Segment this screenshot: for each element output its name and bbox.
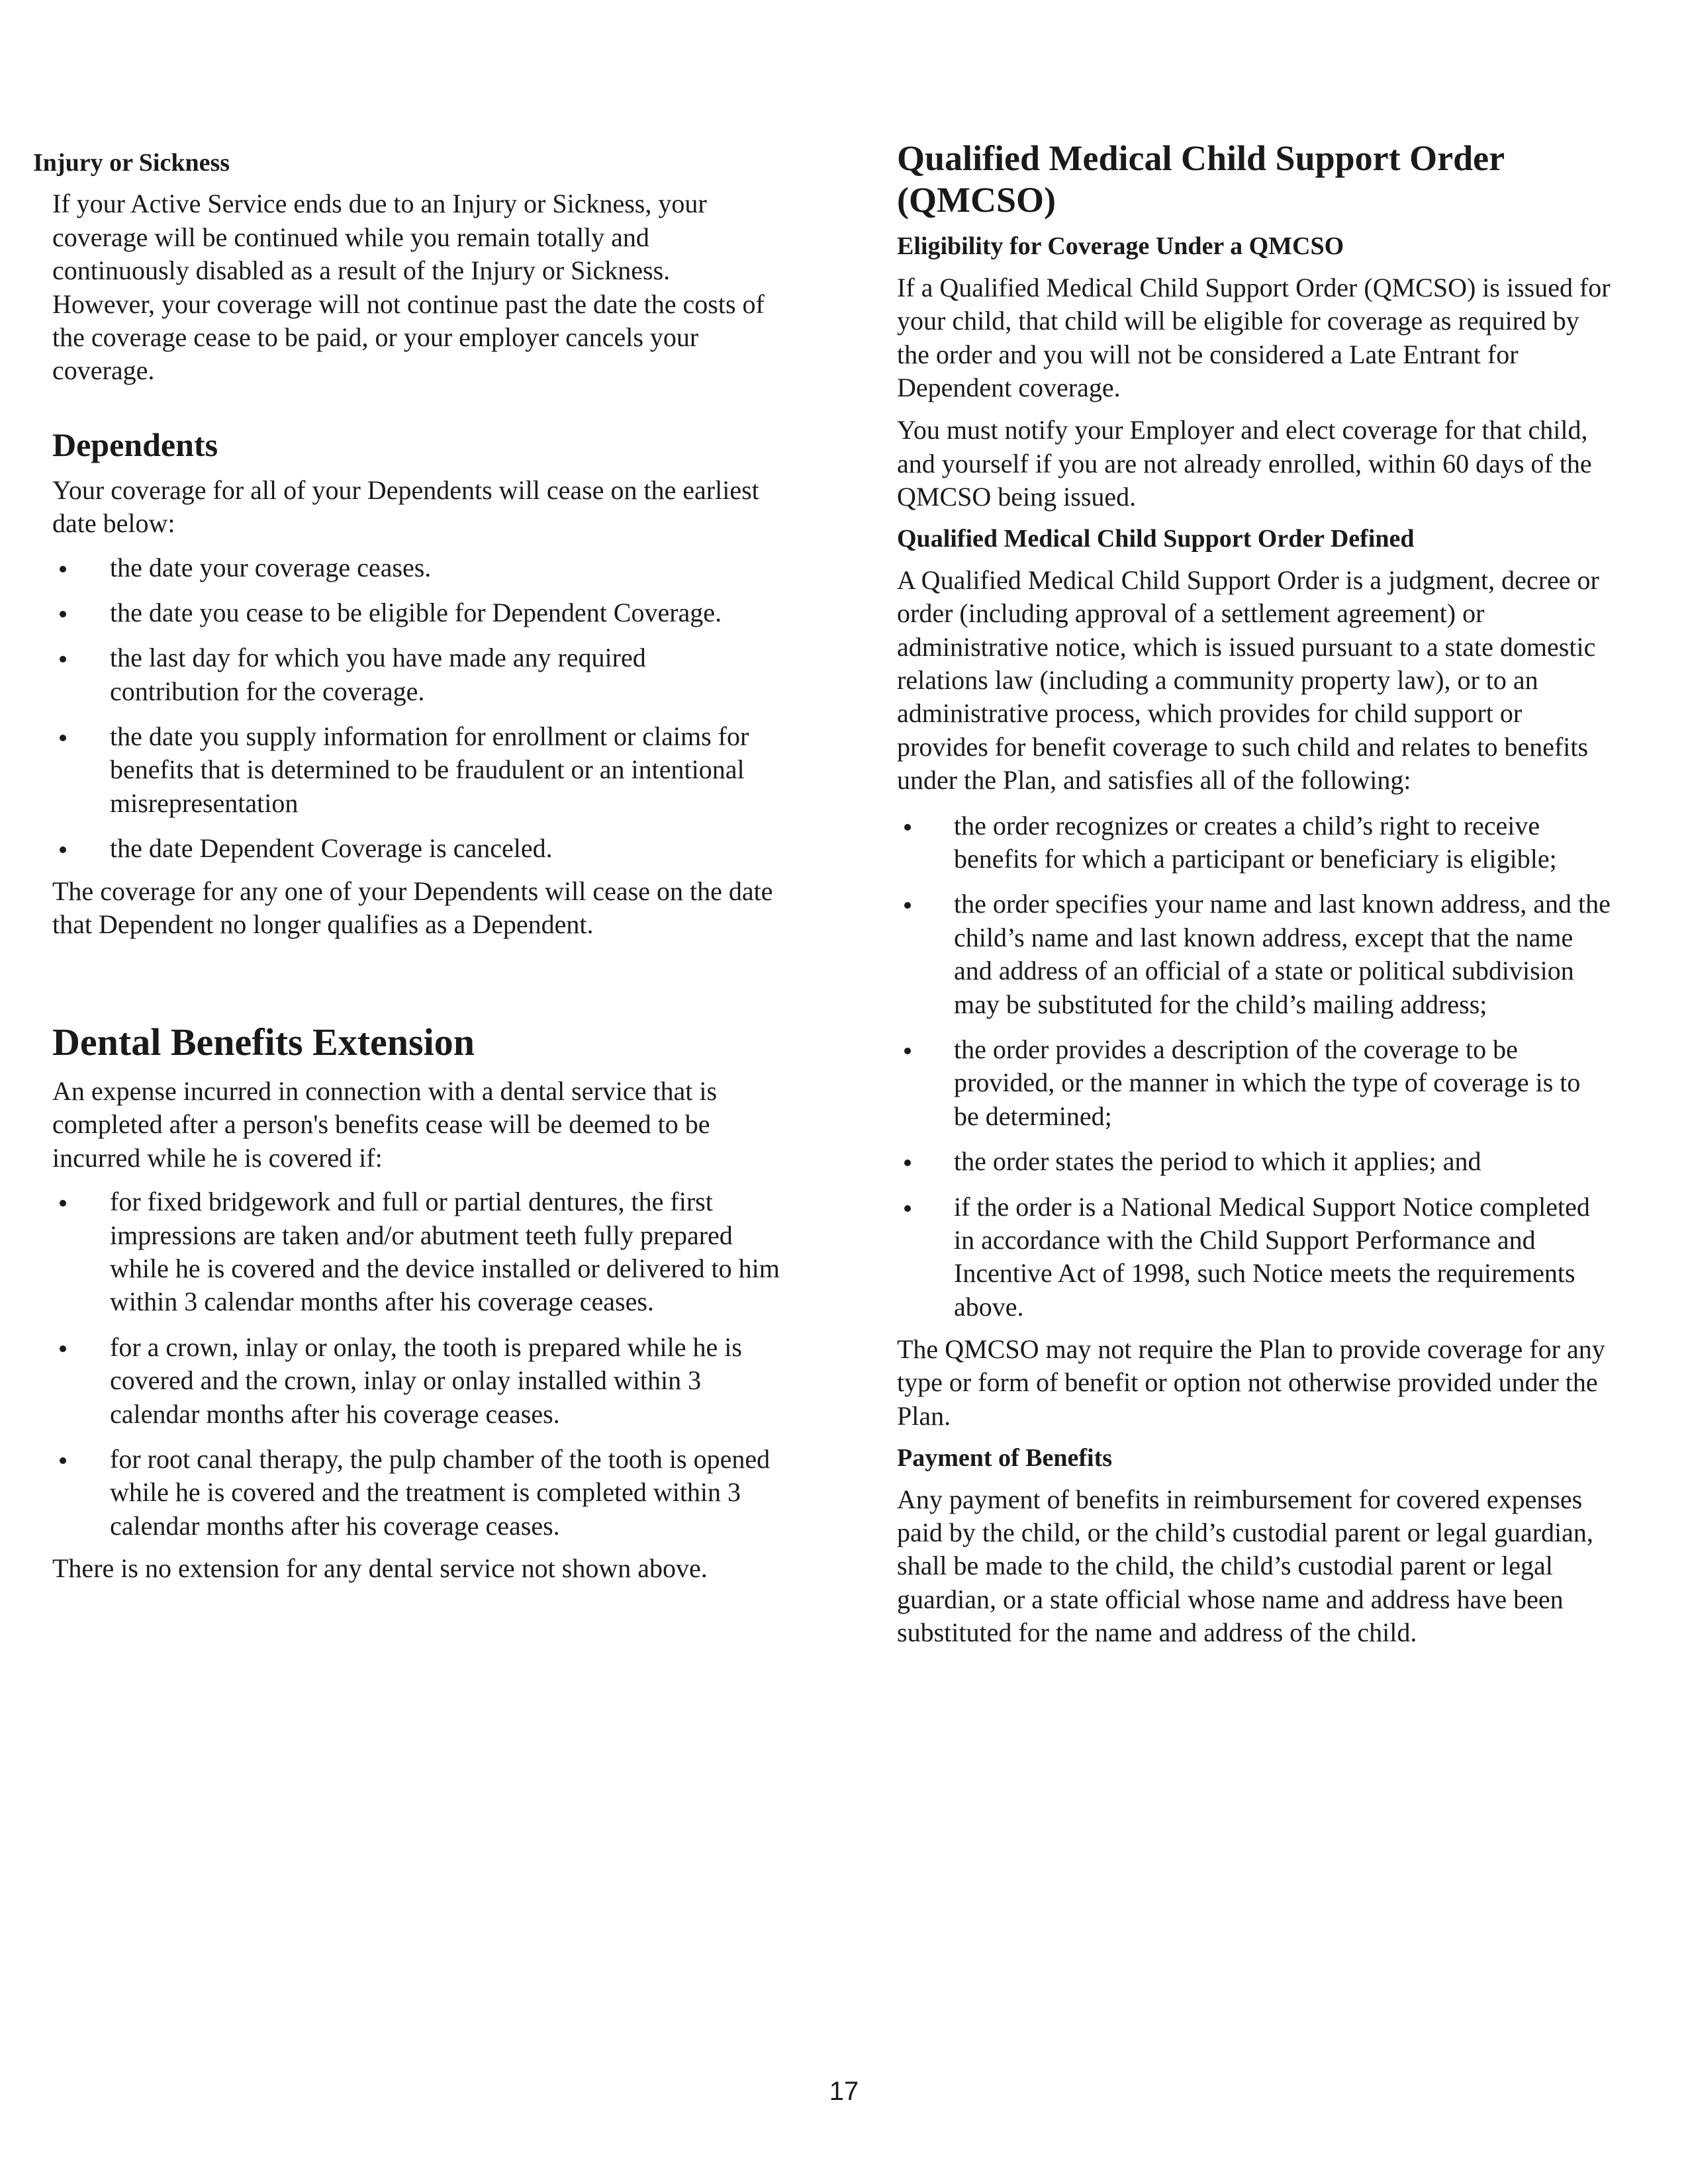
qmcso-defined-intro: A Qualified Medical Child Support Order is a judgment, decree or order (including approval of a settlement agreement) or administrative notice, which is issued pursuant to a state domestic relations law (including a community property law), or to an administrative process, which provides for child support or provides for benefit coverage to such child and relates to benefits under the Plan, and satisfies all of the following: — [897, 565, 1599, 796]
list-item: the date your coverage ceases. — [52, 551, 781, 584]
dental-intro: An expense incurred in connection with a dental service that is completed after a person's benefits cease will be deemed to be incurred while he is covered if: — [52, 1076, 718, 1173]
dependents-heading: Dependents — [52, 426, 218, 463]
list-item: for root canal therapy, the pulp chamber of the tooth is opened while he is covered and the treatment is completed within 3 calendar months after his coverage ceases. — [52, 1443, 781, 1543]
injury-sickness-heading: Injury or Sickness — [33, 149, 230, 177]
injury-paragraph-2: However, your coverage will not continue past the date the costs of the coverage cease to be paid, or your employer cancels your coverage. — [52, 289, 765, 386]
list-item: for fixed bridgework and full or partial dentures, the first impressions are taken and/or abutment teeth fully prepared while he is covered and the device installed or delivered to him within 3 calendar months after his coverage ceases. — [52, 1185, 781, 1319]
list-item: for a crown, inlay or onlay, the tooth is prepared while he is covered and the crown, inlay or onlay installed within 3 calendar months after his coverage ceases. — [52, 1331, 781, 1431]
qmcso-heading: Qualified Medical Child Support Order (QMCSO) — [897, 138, 1505, 220]
qmcso-defined-outro: The QMCSO may not require the Plan to provide coverage for any type or form of benefit or option not otherwise provided under the Plan. — [897, 1334, 1605, 1431]
dependents-outro: The coverage for any one of your Dependents will cease on the date that Dependent no longer qualifies as a Dependent. — [52, 876, 773, 940]
list-item: the date Dependent Coverage is canceled. — [52, 832, 781, 865]
eligibility-paragraph-1: If a Qualified Medical Child Support Order (QMCSO) is issued for your child, that child will be eligible for coverage as required by the order and you will not be considered a Late Entrant for Dependent coverage. — [897, 272, 1611, 402]
left-column — [33, 0, 781, 1585]
right-column — [897, 0, 1612, 1650]
dental-section — [33, 1019, 781, 1175]
list-item: the date you supply information for enrollment or claims for benefits that is determined to be fraudulent or an intentional misrepresentation — [52, 720, 781, 820]
dependents-section — [33, 425, 781, 541]
dependents-list — [33, 551, 781, 866]
dependents-intro: Your coverage for all of your Dependents will cease on the earliest date below: — [52, 475, 759, 539]
list-item: the last day for which you have made any required contribution for the coverage. — [52, 641, 781, 708]
eligibility-paragraph-2: You must notify your Employer and elect coverage for that child, and yourself if you are not already enrolled, within 60 days of the QMCSO being issued. — [897, 415, 1592, 512]
payment-heading: Payment of Benefits — [897, 1444, 1113, 1473]
list-item: the order states the period to which it applies; and — [897, 1145, 1612, 1178]
list-item: the order recognizes or creates a child’s right to receive benefits for which a participant or beneficiary is eligible; — [897, 809, 1612, 876]
page-number: 17 — [829, 2077, 859, 2106]
dental-outro: There is no extension for any dental service not shown above. — [52, 1553, 708, 1584]
list-item: the order specifies your name and last known address, and the child’s name and last known address, except that the name and address of an official of a state or political subdivision may be substituted for the child’s mailing address; — [897, 887, 1612, 1021]
eligibility-heading: Eligibility for Coverage Under a QMCSO — [897, 232, 1344, 261]
qmcso-requirements-list — [897, 809, 1612, 1324]
list-item: the date you cease to be eligible for Dependent Coverage. — [52, 596, 781, 629]
list-item: if the order is a National Medical Support Notice completed in accordance with the Child Support Performance and Incentive Act of 1998, such Notice meets the requirements above. — [897, 1191, 1612, 1324]
dental-heading: Dental Benefits Extension — [52, 1021, 475, 1064]
injury-paragraph-1: If your Active Service ends due to an Injury or Sickness, your coverage will be continued while you remain totally and continuously disabled as a result of the Injury or Sickness. — [52, 189, 707, 286]
qmcso-defined-heading: Qualified Medical Child Support Order Defined — [897, 525, 1415, 553]
payment-paragraph: Any payment of benefits in reimbursement for covered expenses paid by the child, or the child’s custodial parent or legal guardian, shall be made to the child, the child’s custodial parent or legal guardian, or a state official whose name and address have been substituted for the name and address of the child. — [897, 1484, 1593, 1648]
dental-list — [33, 1185, 781, 1543]
injury-sickness-body — [33, 187, 781, 387]
list-item: the order provides a description of the coverage to be provided, or the manner in which the type of coverage is to be determined; — [897, 1033, 1612, 1133]
